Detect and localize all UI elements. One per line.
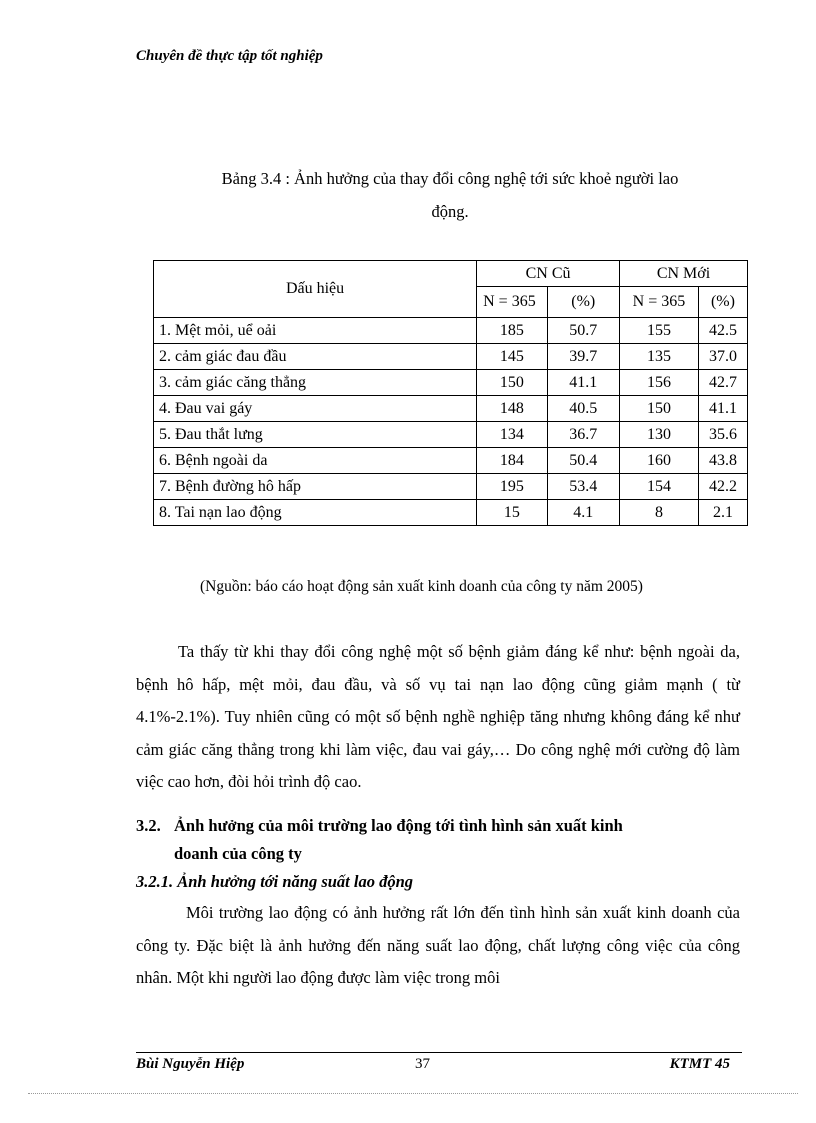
row-new-count: 156 bbox=[620, 370, 699, 396]
row-new-count: 150 bbox=[620, 396, 699, 422]
row-old-count: 195 bbox=[477, 474, 547, 500]
header-new-pct: (%) bbox=[698, 287, 747, 318]
paragraph-analysis: Ta thấy từ khi thay đổi công nghệ một số bệnh giảm đáng kể như: bệnh ngoài da, bệnh hô hấp, mệt mỏi, đau đầu, và số vụ tai nạn lao động cũng giảm mạnh ( từ 4.1%-2.1%). Tuy nhiên cũng có một số bệnh nghề nghiệp tăng nhưng không đáng kể như cảm giác căng thẳng trong khi làm việc, đau vai gáy,… Do công nghệ mới cường độ làm việc cao hơn, đòi hỏi trình độ cao. bbox=[136, 642, 740, 791]
table-body bbox=[154, 318, 748, 526]
health-impact-table bbox=[153, 260, 748, 526]
table-source-note: (Nguồn: báo cáo hoạt động sản xuất kinh doanh của công ty năm 2005) bbox=[200, 578, 643, 595]
row-new-count: 154 bbox=[620, 474, 699, 500]
header-old-n: N = 365 bbox=[477, 287, 547, 318]
row-new-count: 8 bbox=[620, 500, 699, 526]
row-old-percent: 4.1 bbox=[547, 500, 620, 526]
row-old-percent: 40.5 bbox=[547, 396, 620, 422]
footer-divider bbox=[136, 1052, 742, 1053]
row-new-percent: 43.8 bbox=[698, 448, 747, 474]
row-new-percent: 37.0 bbox=[698, 344, 747, 370]
table-header-row-1 bbox=[154, 261, 748, 287]
footer-class-code: KTMT 45 bbox=[669, 1056, 730, 1072]
header-group-old: CN Cũ bbox=[477, 261, 620, 287]
row-new-count: 130 bbox=[620, 422, 699, 448]
row-old-count: 148 bbox=[477, 396, 547, 422]
table-row bbox=[154, 500, 748, 526]
row-label: 1. Mệt mỏi, uể oải bbox=[154, 318, 477, 344]
header-sign: Dấu hiệu bbox=[154, 261, 477, 318]
table-caption bbox=[150, 162, 750, 228]
subsection-heading: 3.2.1. Ảnh hưởng tới năng suất lao động bbox=[136, 872, 414, 891]
row-label: 4. Đau vai gáy bbox=[154, 396, 477, 422]
row-new-count: 135 bbox=[620, 344, 699, 370]
section-number: 3.2. bbox=[136, 816, 161, 835]
table-caption-line-1: Bảng 3.4 : Ảnh hưởng của thay đổi công nghệ tới sức khoẻ người lao bbox=[221, 169, 679, 188]
paragraph-productivity: Môi trường lao động có ảnh hưởng rất lớn đến tình hình sản xuất kinh doanh của công ty. Đặc biệt là ảnh hưởng đến năng suất lao động, chất lượng công việc của công nhân. Một khi người lao động được làm việc trong môi bbox=[136, 903, 740, 987]
table-row bbox=[154, 422, 748, 448]
row-old-count: 134 bbox=[477, 422, 547, 448]
row-new-percent: 35.6 bbox=[698, 422, 747, 448]
row-old-percent: 50.4 bbox=[547, 448, 620, 474]
row-label: 5. Đau thắt lưng bbox=[154, 422, 477, 448]
section-heading bbox=[136, 812, 740, 868]
row-old-count: 15 bbox=[477, 500, 547, 526]
row-label: 7. Bệnh đường hô hấp bbox=[154, 474, 477, 500]
table-caption-line-2: động. bbox=[431, 202, 469, 221]
row-old-count: 145 bbox=[477, 344, 547, 370]
table-row bbox=[154, 370, 748, 396]
table-row bbox=[154, 344, 748, 370]
row-label: 6. Bệnh ngoài da bbox=[154, 448, 477, 474]
row-label: 3. cảm giác căng thẳng bbox=[154, 370, 477, 396]
footer-author: Bùi Nguyễn Hiệp bbox=[136, 1056, 245, 1072]
page-bottom-border bbox=[28, 1093, 798, 1094]
running-header-title: Chuyên đề thực tập tốt nghiệp bbox=[136, 48, 323, 64]
row-old-count: 150 bbox=[477, 370, 547, 396]
table-row bbox=[154, 318, 748, 344]
row-old-percent: 39.7 bbox=[547, 344, 620, 370]
row-new-percent: 2.1 bbox=[698, 500, 747, 526]
header-old-pct: (%) bbox=[547, 287, 620, 318]
table-row bbox=[154, 396, 748, 422]
row-label: 8. Tai nạn lao động bbox=[154, 500, 477, 526]
table-row bbox=[154, 474, 748, 500]
row-old-percent: 53.4 bbox=[547, 474, 620, 500]
header-group-new: CN Mới bbox=[620, 261, 748, 287]
row-old-percent: 36.7 bbox=[547, 422, 620, 448]
row-old-count: 185 bbox=[477, 318, 547, 344]
table-row bbox=[154, 448, 748, 474]
row-old-count: 184 bbox=[477, 448, 547, 474]
section-title-line-1: Ảnh hưởng của môi trường lao động tới tình hình sản xuất kinh bbox=[174, 816, 623, 835]
row-old-percent: 41.1 bbox=[547, 370, 620, 396]
section-title-line-2: doanh của công ty bbox=[174, 844, 302, 863]
row-new-percent: 42.5 bbox=[698, 318, 747, 344]
row-old-percent: 50.7 bbox=[547, 318, 620, 344]
footer-page-number: 37 bbox=[415, 1056, 430, 1072]
header-new-n: N = 365 bbox=[620, 287, 699, 318]
row-new-count: 160 bbox=[620, 448, 699, 474]
row-new-count: 155 bbox=[620, 318, 699, 344]
row-new-percent: 42.7 bbox=[698, 370, 747, 396]
row-new-percent: 42.2 bbox=[698, 474, 747, 500]
row-new-percent: 41.1 bbox=[698, 396, 747, 422]
row-label: 2. cảm giác đau đầu bbox=[154, 344, 477, 370]
